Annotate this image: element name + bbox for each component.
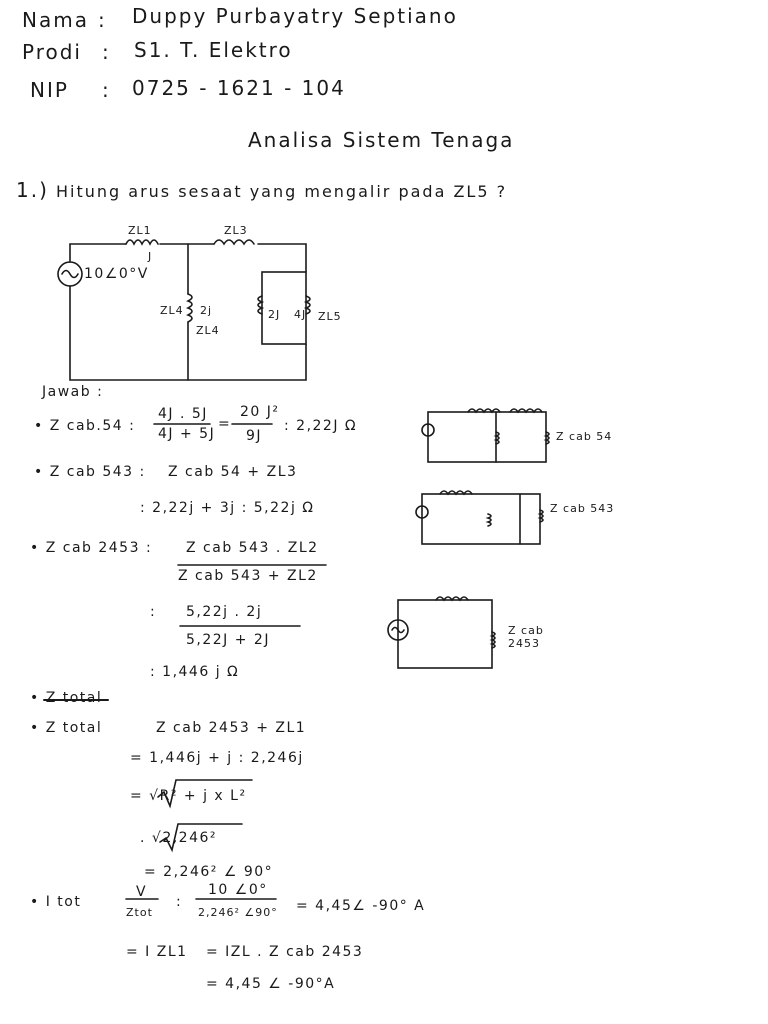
mini2-label: Z cab 543 [550, 502, 615, 515]
zl5-label: ZL5 [318, 310, 342, 323]
step4-line4: . √2,246² [140, 830, 218, 846]
step3-numerator: Z cab 543 . ZL2 [186, 540, 319, 556]
step5-denominator-2: 2,246² ∠90° [198, 906, 278, 919]
step2-line2: : 2,22j + 3j : 5,22j Ω [140, 500, 315, 516]
step5-denominator: Ztot [126, 906, 153, 919]
nip-separator: : [102, 78, 111, 102]
zl5-value: 4J [294, 308, 307, 321]
nama-label: Nama [22, 8, 89, 32]
step3-label: • Z cab 2453 : [30, 540, 153, 556]
step4-line3: = √R² + j x L² [130, 788, 247, 804]
step6-line2: = 4,45 ∠ -90°A [206, 976, 336, 992]
step3-numerator-2: 5,22j . 2j [186, 604, 263, 620]
mini-circuit-1 [422, 409, 549, 462]
prodi-separator: : [102, 40, 111, 64]
step1-numerator: 4J . 5J [158, 406, 208, 422]
step4-label: • Z total [30, 720, 103, 736]
jawab-label: Jawab : [42, 384, 104, 400]
zl4-label: ZL4 [160, 304, 184, 317]
question-text: Hitung arus sesaat yang mengalir pada ZL5 ? [56, 182, 508, 201]
nip-label: NIP [30, 78, 69, 102]
step1-denominator: 4J + 5J [158, 426, 216, 442]
step6-line1-left: = I ZL1 [126, 944, 188, 960]
step2-label: • Z cab 543 : [34, 464, 146, 480]
step3-result: : 1,446 j Ω [150, 664, 240, 680]
nip-value: 0725 - 1621 - 104 [132, 76, 346, 100]
step5-label: • I tot [30, 894, 82, 910]
step1-label: • Z cab.54 : [34, 418, 136, 434]
step3-denominator-2: 5,22J + 2J [186, 632, 270, 648]
step5-numerator: V [136, 884, 148, 900]
step3-denominator: Z cab 543 + ZL2 [178, 568, 318, 584]
step5-numerator-2: 10 ∠0° [208, 882, 268, 898]
step1-result: : 2,22J Ω [284, 418, 358, 434]
question-number: 1.) [16, 178, 49, 202]
nama-separator: : [98, 8, 107, 32]
zl3-label: ZL3 [224, 224, 248, 237]
zl1-value: J [148, 250, 153, 263]
zl1-label: ZL1 [128, 224, 152, 237]
mini-circuit-2 [416, 491, 543, 544]
nama-value: Duppy Purbayatry Septiano [132, 4, 458, 28]
step1-numerator-2: 20 J² [240, 404, 280, 420]
step1-denominator-2: 9J [246, 428, 263, 444]
step4-struck: • Z total [30, 690, 103, 706]
step1-equals: = [218, 416, 232, 432]
step4-line2: = 1,446j + j : 2,246j [130, 750, 304, 766]
zl4-value: 2j [200, 304, 213, 317]
zl4-label-2: ZL4 [196, 324, 220, 337]
mini1-label: Z cab 54 [556, 430, 613, 443]
step2-line1: Z cab 54 + ZL3 [168, 464, 298, 480]
zl2-value: 2J [268, 308, 281, 321]
prodi-label: Prodi [22, 40, 82, 64]
page-title: Analisa Sistem Tenaga [248, 128, 515, 152]
prodi-value: S1. T. Elektro [134, 38, 293, 62]
step4-line5: = 2,246² ∠ 90° [144, 864, 274, 880]
step5-result: = 4,45∠ -90° A [296, 898, 426, 914]
step4-line1: Z cab 2453 + ZL1 [156, 720, 307, 736]
mini3-label: Z cab 2453 [508, 624, 544, 650]
step5-equals: : [176, 894, 183, 910]
source-label: 10∠0°V [84, 266, 149, 282]
step3-equals: : [150, 604, 157, 620]
mini-circuit-3 [388, 597, 495, 668]
step6-line1-right: = IZL . Z cab 2453 [206, 944, 364, 960]
math-strokes [44, 424, 326, 899]
